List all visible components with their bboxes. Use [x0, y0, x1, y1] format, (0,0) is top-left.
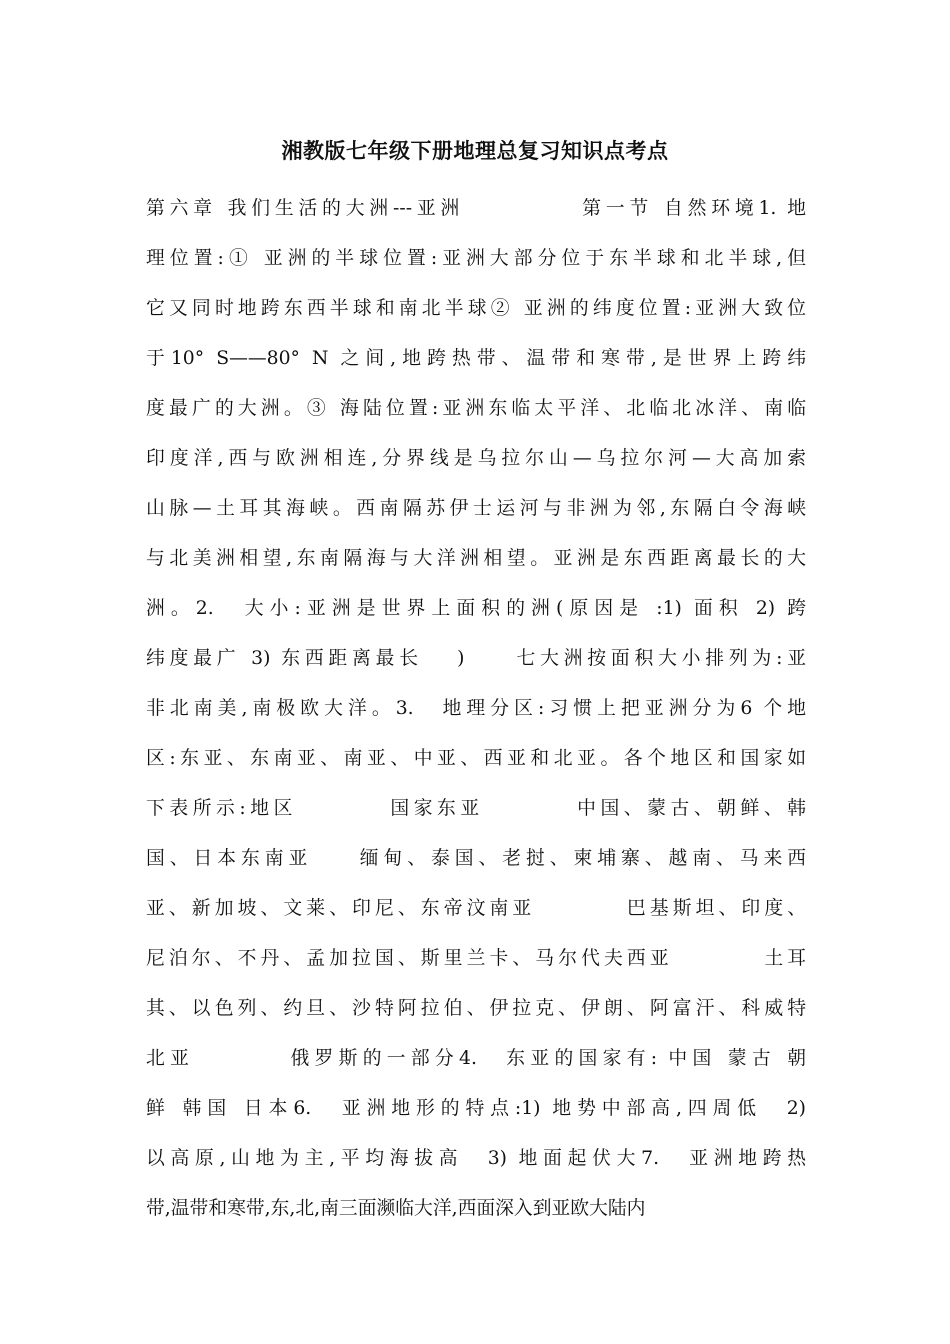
- body-line: 非北南美,南极欧大洋。3. 地理分区:习惯上把亚洲分为6 个地: [146, 698, 806, 719]
- body-line: 山脉—土耳其海峡。西南隔苏伊士运河与非洲为邻,东隔白令海峡: [146, 498, 806, 519]
- body-line: 尼泊尔、不丹、孟加拉国、斯里兰卡、马尔代夫西亚 土耳: [146, 948, 806, 969]
- document-title: 湘教版七年级下册地理总复习知识点考点: [281, 139, 669, 163]
- body-line: 国、日本东南亚 缅甸、泰国、老挝、柬埔寨、越南、马来西: [146, 848, 806, 869]
- body-line: 亚、新加坡、文莱、印尼、东帝汶南亚 巴基斯坦、印度、: [146, 898, 806, 919]
- body-line: 于10° S——80° N 之间,地跨热带、温带和寒带,是世界上跨纬: [146, 348, 806, 369]
- body-line: 纬度最广 3) 东西距离最长 ) 七大洲按面积大小排列为:亚: [146, 648, 806, 669]
- body-line: 它又同时地跨东西半球和南北半球② 亚洲的纬度位置:亚洲大致位: [146, 298, 806, 319]
- body-line: 与北美洲相望,东南隔海与大洋洲相望。亚洲是东西距离最长的大: [146, 548, 806, 569]
- body-line: 第六章 我们生活的大洲---亚洲 第一节 自然环境1. 地: [146, 198, 806, 219]
- document-body: [146, 184, 806, 1234]
- body-line: 度最广的大洲。③ 海陆位置:亚洲东临太平洋、北临北冰洋、南临: [146, 398, 806, 419]
- body-line: 北亚 俄罗斯的一部分4. 东亚的国家有: 中国 蒙古 朝: [146, 1048, 806, 1069]
- body-line: 以高原,山地为主,平均海拔高 3) 地面起伏大7. 亚洲地跨热: [146, 1148, 806, 1169]
- body-line: 鲜 韩国 日本6. 亚洲地形的特点:1) 地势中部高,四周低 2): [146, 1098, 806, 1119]
- body-line: 洲。2. 大小:亚洲是世界上面积的洲(原因是 :1) 面积 2) 跨: [146, 598, 806, 619]
- body-line: 其、以色列、约旦、沙特阿拉伯、伊拉克、伊朗、阿富汗、科威特: [146, 998, 806, 1019]
- body-line: 下表所示:地区 国家东亚 中国、蒙古、朝鲜、韩: [146, 798, 806, 819]
- body-line: 带,温带和寒带,东,北,南三面濒临大洋,西面深入到亚欧大陆内: [146, 1198, 646, 1219]
- body-line: 印度洋,西与欧洲相连,分界线是乌拉尔山—乌拉尔河—大高加索: [146, 448, 806, 469]
- body-line: 区:东亚、东南亚、南亚、中亚、西亚和北亚。各个地区和国家如: [146, 748, 806, 769]
- body-line: 理位置:① 亚洲的半球位置:亚洲大部分位于东半球和北半球,但: [146, 248, 806, 269]
